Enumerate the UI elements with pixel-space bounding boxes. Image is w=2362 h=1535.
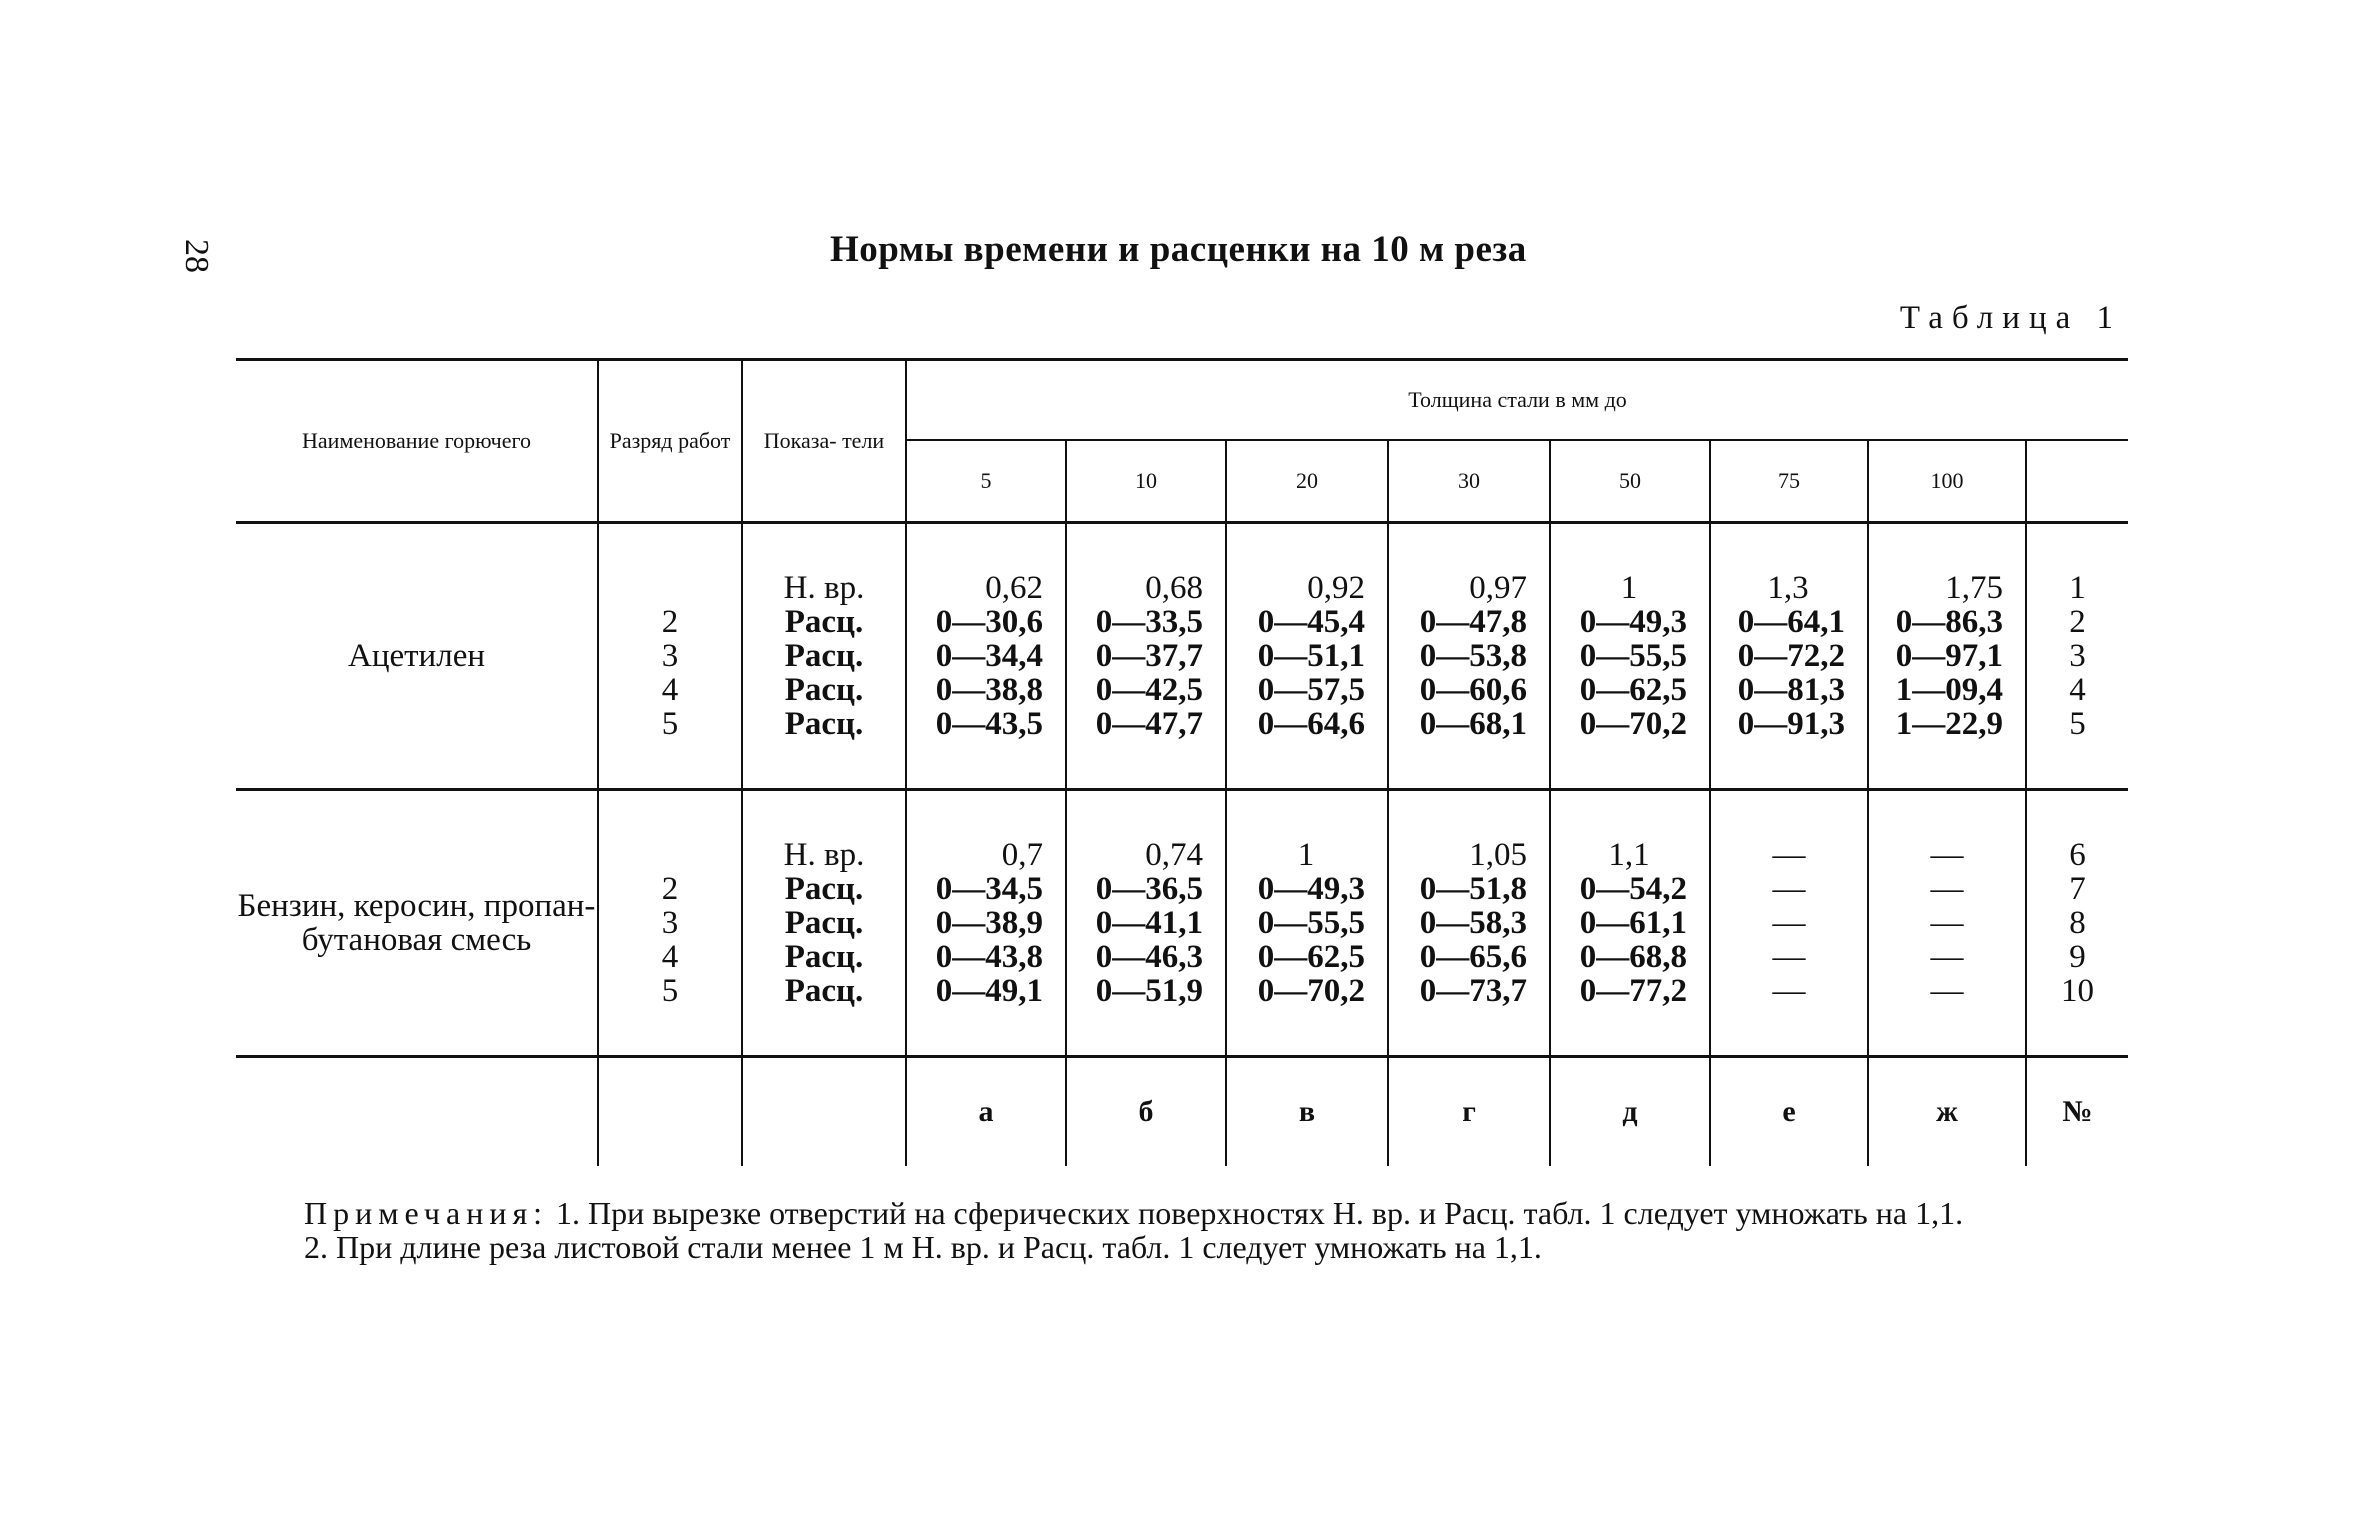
- value-cell: 1 0—49,3 0—55,5 0—62,5 0—70,2: [1226, 790, 1388, 1057]
- column-letter: в: [1226, 1057, 1388, 1167]
- value-cell: 1,75 0—86,3 0—97,1 1—09,4 1—22,9: [1868, 523, 2026, 790]
- header-rank: Разряд работ: [598, 360, 742, 523]
- value-cell: 1,05 0—51,8 0—58,3 0—65,6 0—73,7: [1388, 790, 1550, 1057]
- row-number-cell: 1 2 3 4 5: [2026, 523, 2128, 790]
- indicator-cell: Н. вр. Расц. Расц. Расц. Расц.: [742, 523, 906, 790]
- table-row: [236, 523, 2128, 790]
- column-letter: ж: [1868, 1057, 2026, 1167]
- column-letter: д: [1550, 1057, 1710, 1167]
- empty-cell: [598, 1057, 742, 1167]
- rank-cell: 2 3 4 5: [598, 790, 742, 1057]
- thickness-30: 30: [1388, 440, 1550, 523]
- notes-label: Примечания:: [304, 1195, 549, 1231]
- value-cell: 1,3 0—64,1 0—72,2 0—81,3 0—91,3: [1710, 523, 1868, 790]
- value-cell: 1,1 0—54,2 0—61,1 0—68,8 0—77,2: [1550, 790, 1710, 1057]
- row-number-cell: 6 7 8 9 10: [2026, 790, 2128, 1057]
- value-cell: 0,92 0—45,4 0—51,1 0—57,5 0—64,6: [1226, 523, 1388, 790]
- notes: [236, 1196, 2128, 1264]
- thickness-100: 100: [1868, 440, 2026, 523]
- value-cell: 1 0—49,3 0—55,5 0—62,5 0—70,2: [1550, 523, 1710, 790]
- value-cell: 0,97 0—47,8 0—53,8 0—60,6 0—68,1: [1388, 523, 1550, 790]
- column-letter: а: [906, 1057, 1066, 1167]
- rank-cell: 2 3 4 5: [598, 523, 742, 790]
- column-letter: е: [1710, 1057, 1868, 1167]
- header-thickness: Толщина стали в мм до: [906, 360, 2128, 441]
- header-fuel: Наименование горючего: [236, 360, 598, 523]
- column-letter: б: [1066, 1057, 1226, 1167]
- table-label: Таблица 1: [1899, 300, 2122, 336]
- value-cell: 0,62 0—30,6 0—34,4 0—38,8 0—43,5: [906, 523, 1066, 790]
- header-indicators: Показа- тели: [742, 360, 906, 523]
- fuel-name: Бензин, керосин, пропан-бутановая смесь: [236, 790, 598, 1057]
- value-cell: 0,7 0—34,5 0—38,9 0—43,8 0—49,1: [906, 790, 1066, 1057]
- indicator-cell: Н. вр. Расц. Расц. Расц. Расц.: [742, 790, 906, 1057]
- value-cell: 0,74 0—36,5 0—41,1 0—46,3 0—51,9: [1066, 790, 1226, 1057]
- value-cell: 0,68 0—33,5 0—37,7 0—42,5 0—47,7: [1066, 523, 1226, 790]
- empty-cell: [742, 1057, 906, 1167]
- thickness-50: 50: [1550, 440, 1710, 523]
- thickness-10: 10: [1066, 440, 1226, 523]
- thickness-75: 75: [1710, 440, 1868, 523]
- thickness-20: 20: [1226, 440, 1388, 523]
- note-line-2: 2. При длине реза листовой стали менее 1 м Н. вр. и Расц. табл. 1 следует умножать на 1,1.: [304, 1229, 1542, 1265]
- thickness-5: 5: [906, 440, 1066, 523]
- table-row: [236, 790, 2128, 1057]
- page-title: Нормы времени и расценки на 10 м реза: [830, 229, 1527, 270]
- norms-table: [236, 358, 2128, 1166]
- fuel-name: Ацетилен: [236, 523, 598, 790]
- value-cell: — — — — —: [1710, 790, 1868, 1057]
- column-letters-row: [236, 1057, 2128, 1167]
- page-number: 28: [178, 239, 215, 273]
- empty-cell: [236, 1057, 598, 1167]
- column-letter: №: [2026, 1057, 2128, 1167]
- column-letter: г: [1388, 1057, 1550, 1167]
- value-cell: — — — — —: [1868, 790, 2026, 1057]
- note-line-1: Примечания: 1. При вырезке отверстий на сферических поверхностях Н. вр. и Расц. табл. 1 следует умножать на 1,1.: [304, 1195, 1964, 1231]
- thickness-blank: [2026, 440, 2128, 523]
